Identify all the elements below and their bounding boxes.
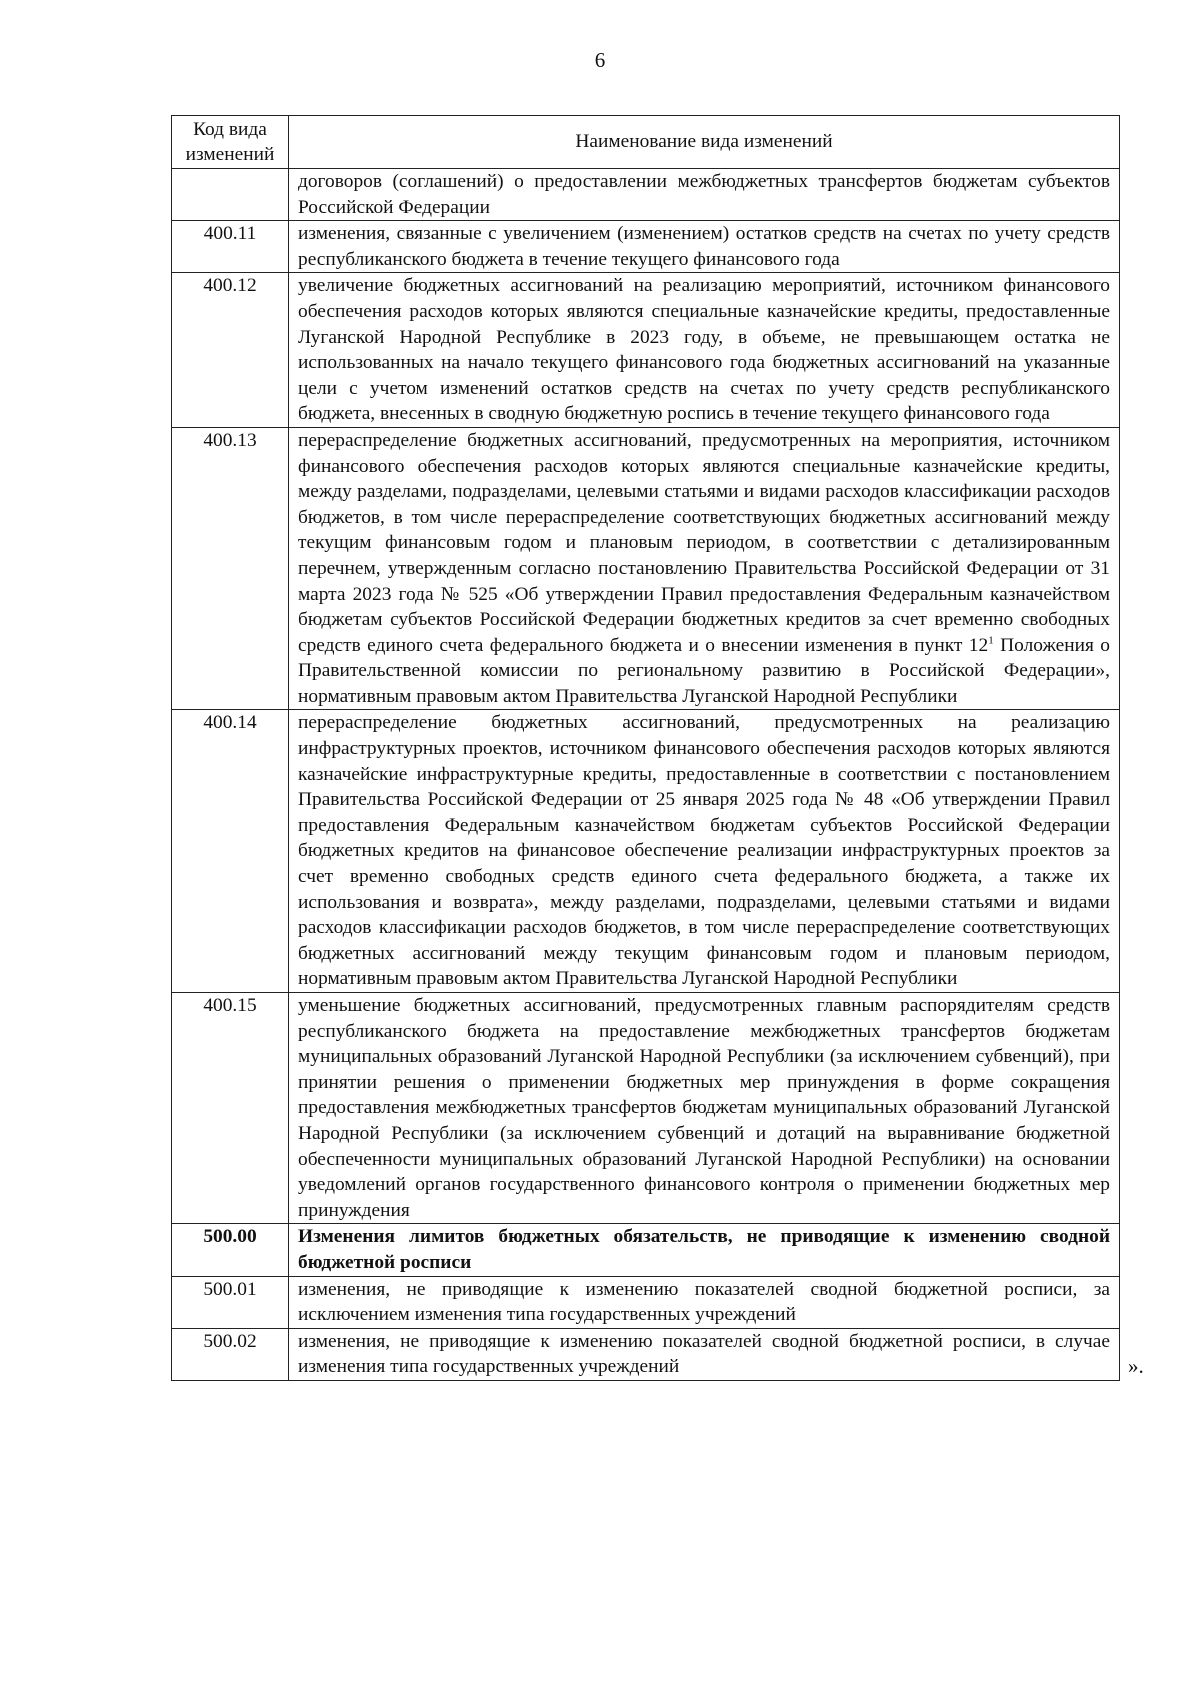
row-description xyxy=(289,427,1120,710)
row-code: 500.00 xyxy=(172,1224,289,1276)
changes-table xyxy=(171,115,1120,1381)
row-description: уменьшение бюджетных ассигнований, предусмотренных главным распорядителям средств республиканского бюджета на предоставление межбюджетных трансфертов бюджетам муниципальных образований Луганской Народной Республики (за исключением субвенций), при принятии решения о применении бюджетных мер принуждения в форме сокращения предоставления межбюджетных трансфертов бюджетам муниципальных образований Луганской Народной Республики (за исключением субвенций и дотаций на выравнивание бюджетной обеспеченности муниципальных образований Луганской Народной Республики) на основании уведомлений органов государственного финансового контроля о применении бюджетных мер принуждения xyxy=(289,993,1120,1224)
table-row xyxy=(172,1276,1120,1328)
table-row xyxy=(172,993,1120,1224)
row-description-part: перераспределение бюджетных ассигнований, предусмотренных на мероприятия, источником финансового обеспечения расходов которых являются специальные казначейские кредиты, между разделами, подразделами, целевыми статьями и видами расходов классификации расходов бюджетов, в том числе перераспределение соответствующих бюджетных ассигнований между текущим финансовым годом и плановым периодом, в соответствии с детализированным перечнем, утвержденным согласно постановлению Правительства Российской Федерации от 31 марта 2023 года № 525 «Об утверждении Правил предоставления Федеральным казначейством бюджетам субъектов Российской Федерации бюджетных кредитов за счет временно свободных средств единого счета федерального бюджета и о внесении изменения в пункт 12 xyxy=(298,429,1110,656)
row-code: 400.15 xyxy=(172,993,289,1224)
closing-quote: ». xyxy=(1128,1354,1144,1378)
row-description: Изменения лимитов бюджетных обязательств, не приводящие к изменению сводной бюджетной росписи xyxy=(289,1224,1120,1276)
row-code: 500.01 xyxy=(172,1276,289,1328)
row-description: изменения, связанные с увеличением (изменением) остатков средств на счетах по учету средств республиканского бюджета в течение текущего финансового года xyxy=(289,221,1120,273)
row-code xyxy=(172,169,289,221)
table-row xyxy=(172,1328,1120,1380)
row-code: 400.11 xyxy=(172,221,289,273)
row-description: изменения, не приводящие к изменению показателей сводной бюджетной росписи, в случае изменения типа государственных учреждений xyxy=(289,1328,1120,1380)
row-code: 400.14 xyxy=(172,710,289,993)
row-description: перераспределение бюджетных ассигнований, предусмотренных на реализацию инфраструктурных проектов, источником финансового обеспечения расходов которых являются казначейские инфраструктурные кредиты, предоставленные в соответствии с постановлением Правительства Российской Федерации от 25 января 2025 года № 48 «Об утверждении Правил предоставления Федеральным казначейством бюджетам субъектов Российской Федерации бюджетных кредитов на финансовое обеспечение реализации инфраструктурных проектов за счет временно свободных средств единого счета федерального бюджета, а также их использования и возврата», между разделами, подразделами, целевыми статьями и видами расходов классификации расходов бюджетов, в том числе перераспределение соответствующих бюджетных ассигнований между текущим финансовым годом и плановым периодом, нормативным правовым актом Правительства Луганской Народной Республики xyxy=(289,710,1120,993)
row-description: изменения, не приводящие к изменению показателей сводной бюджетной росписи, за исключением изменения типа государственных учреждений xyxy=(289,1276,1120,1328)
header-code: Код вида изменений xyxy=(172,116,289,169)
row-description: увеличение бюджетных ассигнований на реализацию мероприятий, источником финансового обеспечения расходов которых являются специальные казначейские кредиты, предоставленные Луганской Народной Республике в 2023 году, в объеме, не превышающем остатка не использованных на начало текущего финансового года бюджетных ассигнований на указанные цели с учетом изменений остатков средств на счетах по учету средств республиканского бюджета, внесенных в сводную бюджетную роспись в течение текущего финансового года xyxy=(289,273,1120,428)
page-number: 6 xyxy=(594,48,606,72)
table-row xyxy=(172,221,1120,273)
table-header-row xyxy=(172,116,1120,169)
row-description: договоров (соглашений) о предоставлении межбюджетных трансфертов бюджетам субъектов Российской Федерации xyxy=(289,169,1120,221)
table-row xyxy=(172,710,1120,993)
row-code: 400.13 xyxy=(172,427,289,710)
table-row xyxy=(172,169,1120,221)
table-row xyxy=(172,273,1120,428)
row-code: 500.02 xyxy=(172,1328,289,1380)
footnote-superscript: 1 xyxy=(988,634,994,647)
header-name: Наименование вида изменений xyxy=(289,116,1120,169)
table-row-section xyxy=(172,1224,1120,1276)
row-code: 400.12 xyxy=(172,273,289,428)
table-row xyxy=(172,427,1120,710)
row-description-part: Положения о Правительственной комиссии по региональному развитию в Российской Федерации», нормативным правовым актом Правительства Луганской Народной Республики xyxy=(298,634,1110,707)
